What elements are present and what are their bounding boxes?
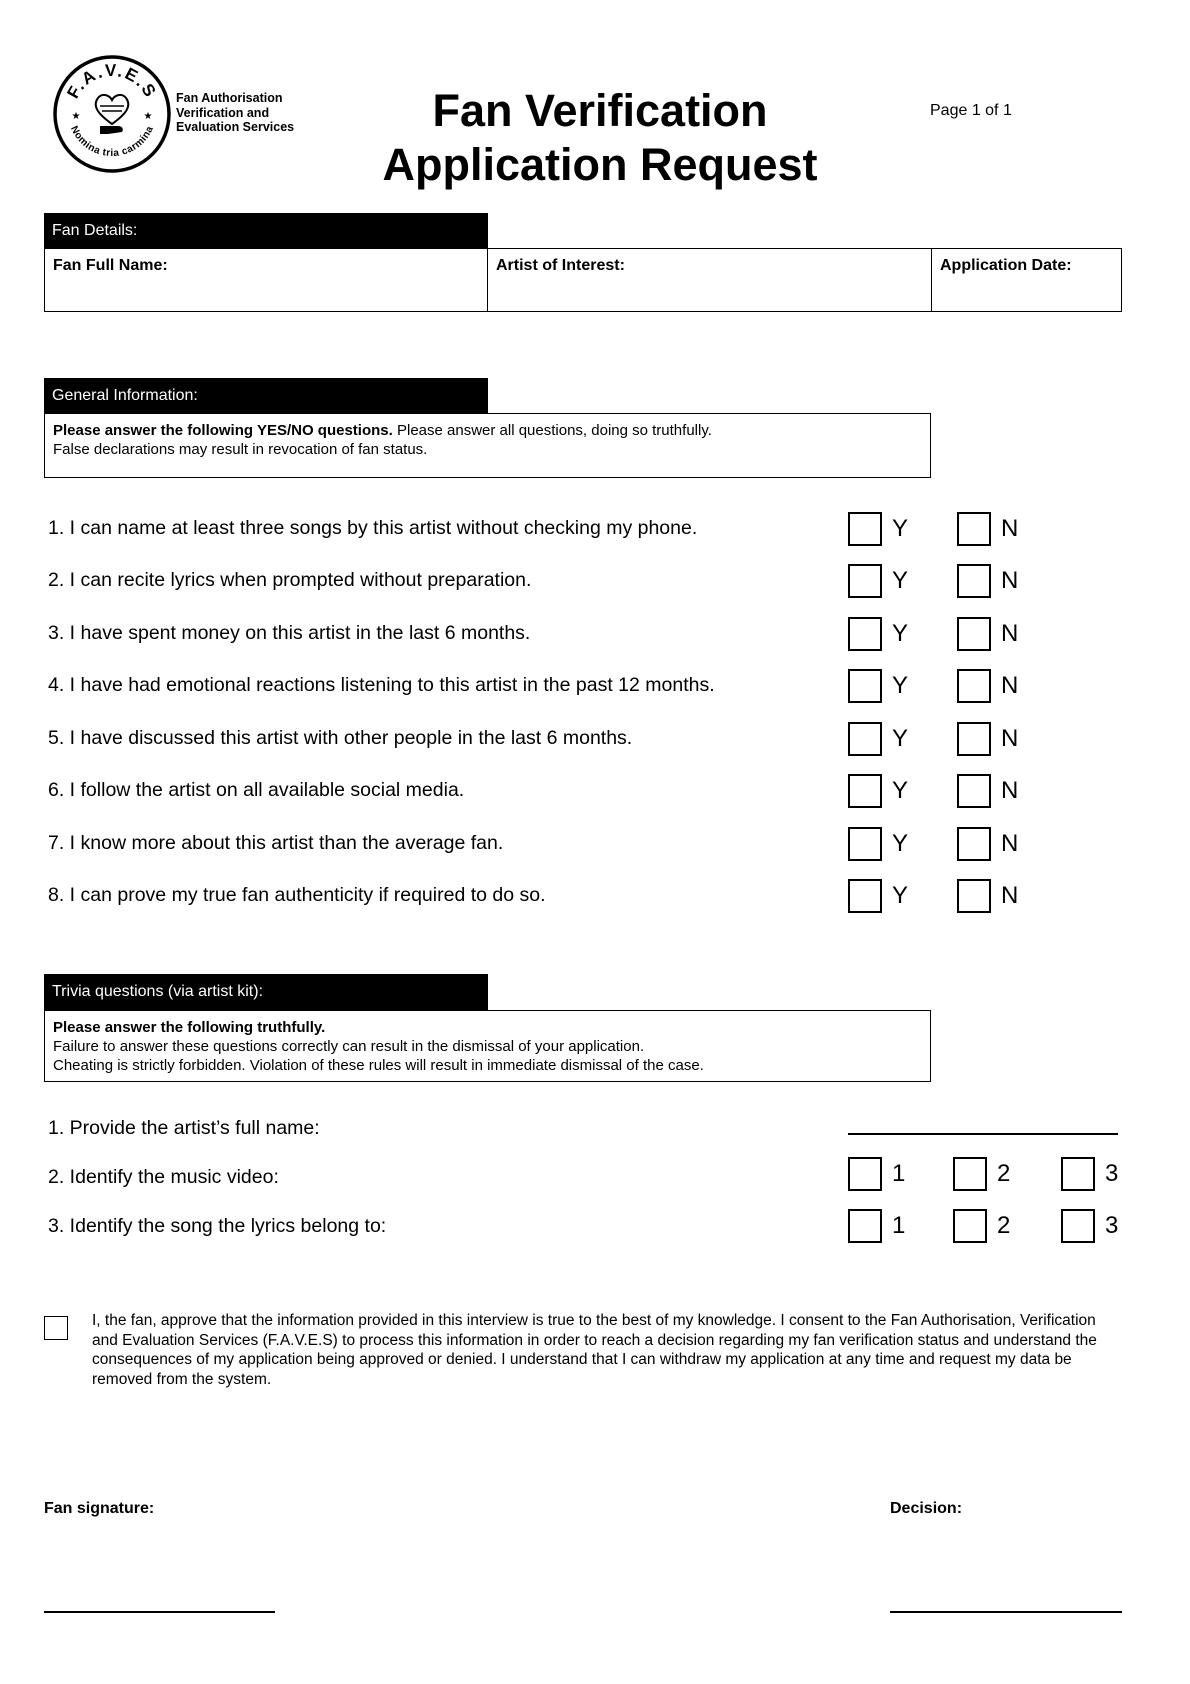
fan-details-header: Fan Details: [44,213,488,249]
org-name [176,91,294,135]
fan-signature-label: Fan signature: [44,1500,155,1517]
general-instructions-rest: Please answer all questions, doing so truthfully. [392,422,712,439]
no-checkbox[interactable] [957,617,991,651]
page-indicator: Page 1 of 1 [930,102,1012,119]
yes-checkbox[interactable] [848,564,882,598]
question-text: 2. I can recite lyrics when prompted without preparation. [48,569,532,591]
option-checkbox[interactable] [953,1157,987,1191]
option-label: 2 [997,1212,1011,1239]
trivia-header: Trivia questions (via artist kit): [44,974,488,1010]
general-info-header: General Information: [44,378,488,414]
decision-label: Decision: [890,1500,963,1517]
trivia-instructions-bold: Please answer the following truthfully. [53,1019,326,1036]
no-label: N [1001,672,1019,699]
yes-label: Y [892,777,909,804]
yes-label: Y [892,620,909,647]
general-instructions-line2: False declarations may result in revocation of fan status. [53,441,428,458]
svg-text:★: ★ [71,111,81,122]
consent-text: I, the fan, approve that the information provided in this interview is true to the best of my knowledge. I consent to the Fan Authorisation, Verification and Evaluation Services (F.A.V.E.S) to process this information in order to reach a decision regarding my fan verification status and understand the consequences of my application being approved or denied. I understand that I can withdraw my application at any time and request my data be removed from the system. [92,1312,1097,1388]
trivia-instructions-line3: Cheating is strictly forbidden. Violation of these rules will result in immediate dismissal of the case. [53,1057,704,1074]
question-text: 7. I know more about this artist than the average fan. [48,832,504,854]
yes-label: Y [892,830,909,857]
question-text: 5. I have discussed this artist with other people in the last 6 months. [48,727,633,749]
option-label: 3 [1105,1160,1119,1187]
no-label: N [1001,620,1019,647]
yes-checkbox[interactable] [848,617,882,651]
option-label: 1 [892,1212,906,1239]
org-name-line: Verification and [176,105,270,120]
no-label: N [1001,830,1019,857]
trivia-instructions-line2: Failure to answer these questions correctly can result in the dismissal of your application. [53,1038,645,1055]
question-text: 6. I follow the artist on all available social media. [48,779,465,801]
yes-label: Y [892,725,909,752]
option-checkbox[interactable] [1061,1209,1095,1243]
question-text: 4. I have had emotional reactions listening to this artist in the past 12 months. [48,674,715,696]
yes-label: Y [892,515,909,542]
yes-checkbox[interactable] [848,512,882,546]
option-label: 3 [1105,1212,1119,1239]
no-checkbox[interactable] [957,722,991,756]
yes-checkbox[interactable] [848,827,882,861]
title-line-2: Application Request [382,139,818,190]
fan-name-label: Fan Full Name: [53,257,168,274]
yes-label: Y [892,882,909,909]
faves-logo [52,54,172,174]
svg-text:★: ★ [143,111,153,122]
option-checkbox[interactable] [953,1209,987,1243]
question-text: 3. I have spent money on this artist in the last 6 months. [48,622,531,644]
artist-name-answer-line[interactable] [848,1133,1118,1135]
fan-signature-line[interactable] [44,1611,275,1613]
no-checkbox[interactable] [957,774,991,808]
yes-label: Y [892,672,909,699]
trivia-instructions [44,1010,931,1082]
no-label: N [1001,882,1019,909]
logo-ring-text: F.A.V.E.S [63,60,161,102]
general-instructions-bold: Please answer the following YES/NO questions. [53,422,393,439]
artist-label: Artist of Interest: [496,257,625,274]
yes-checkbox[interactable] [848,774,882,808]
general-instructions [44,413,931,478]
org-name-line: Fan Authorisation [176,91,283,105]
question-text: 8. I can prove my true fan authenticity if required to do so. [48,884,546,906]
no-checkbox[interactable] [957,512,991,546]
no-checkbox[interactable] [957,879,991,913]
no-checkbox[interactable] [957,827,991,861]
option-checkbox[interactable] [848,1209,882,1243]
question-text: 1. I can name at least three songs by this artist without checking my phone. [48,517,698,539]
org-name-line: Evaluation Services [176,120,295,134]
trivia-question: 3. Identify the song the lyrics belong to: [48,1215,387,1237]
no-label: N [1001,777,1019,804]
consent-checkbox[interactable] [44,1316,68,1340]
decision-line[interactable] [890,1611,1122,1613]
no-label: N [1001,515,1019,542]
faves-seal-icon [52,54,172,174]
option-label: 1 [892,1160,906,1187]
page-title [360,84,840,192]
trivia-question: 2. Identify the music video: [48,1166,279,1188]
option-label: 2 [997,1160,1011,1187]
option-checkbox[interactable] [1061,1157,1095,1191]
yes-checkbox[interactable] [848,879,882,913]
artist-field[interactable] [487,248,932,312]
yes-checkbox[interactable] [848,722,882,756]
application-date-label: Application Date: [940,257,1072,274]
yes-label: Y [892,567,909,594]
no-checkbox[interactable] [957,669,991,703]
fan-name-field[interactable] [44,248,488,312]
no-checkbox[interactable] [957,564,991,598]
no-label: N [1001,567,1019,594]
title-line-1: Fan Verification [432,85,768,136]
no-label: N [1001,725,1019,752]
yes-checkbox[interactable] [848,669,882,703]
application-date-field[interactable] [931,248,1122,312]
option-checkbox[interactable] [848,1157,882,1191]
trivia-question: 1. Provide the artist’s full name: [48,1117,320,1139]
logo-motto: Nomina tria carmina [68,124,156,160]
